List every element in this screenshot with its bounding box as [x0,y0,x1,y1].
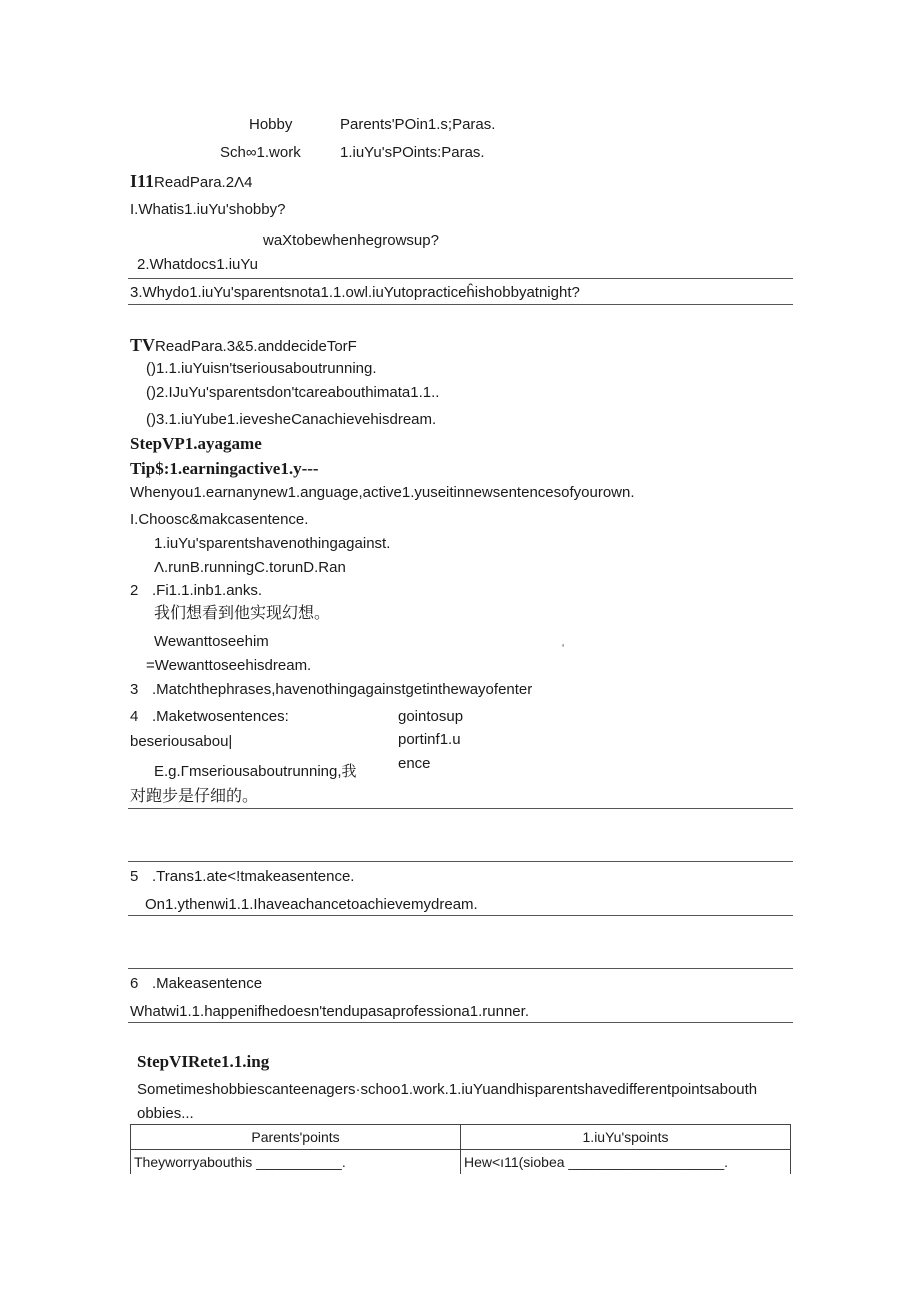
phrase-right-1: gointosup [398,708,464,725]
cell-parents[interactable]: Theyworryabouthis ___________. [131,1150,461,1175]
header-parents-points: Parents'points [131,1125,461,1150]
answer-line [128,915,793,916]
exercise-6-number: 6 [130,975,139,992]
exercise-4-example-cn: 对跑步是仔细的。 [130,786,259,805]
header-liuyu-points: 1.iuYu'spoints [461,1125,791,1150]
question-3: 3.Whydo1.iuYu'sparentsnota1.1.owl.iuYutopracticeĥishobbyatnight? [130,284,580,301]
header-schoolwork: Sch∞1.work [220,144,301,161]
exercise-2-line-2: =Wewanttoseehisdream. [146,657,312,674]
retelling-text-line-2: obbies... [137,1105,194,1122]
exercise-5-number: 5 [130,868,139,885]
answer-line [128,808,793,809]
question-2-tail: waXtobewhenhegrowsup? [263,232,439,249]
tf-item-1: ()1.1.iuYuisn'tseriousaboutrunning. [146,360,377,377]
exercise-3-title: .Matchthephrases,havenothingagainstgetinthewayofenter [152,681,533,698]
stray-mark: ‘ [562,643,565,654]
exercise-6-text: Whatwi1.1.happenifhedoesn'tendupasaprofessiona1.runner. [130,1003,529,1020]
answer-line [128,968,793,969]
exercise-4-title: .Maketwosentences: [152,708,289,725]
section-4-title: ReadPara.3&5.anddecideTorF [155,338,357,355]
exercise-6-title: .Makeasentence [152,975,263,992]
exercise-1-question: 1.iuYu'sparentshavenothingagainst. [154,535,391,552]
answer-line [128,304,793,305]
points-table [130,1124,791,1174]
header-parents-points: Parents'POin1.s;Paras. [340,116,496,133]
section-3-marker: I11 [130,171,155,191]
exercise-1-options: Λ.runB.runningC.torunD.Ran [154,559,346,576]
step-5-title: StepVP1.ayagame [130,434,262,453]
exercise-3-number: 3 [130,681,139,698]
header-hobby: Hobby [249,116,293,133]
exercise-5-text: On1.ythenwi1.1.Ihaveachancetoachievemydream. [145,896,478,913]
cell-liuyu[interactable]: Hew<ı11(siobea ____________________. [461,1150,791,1175]
exercise-4-number: 4 [130,708,139,725]
section-3-title: ReadPara.2Λ4 [154,174,253,191]
table-row [131,1150,791,1175]
exercise-2-line-1: Wewanttoseehim [154,633,269,650]
section-4-marker: TV [130,335,156,355]
step-6-title: StepVIRete1.1.ing [137,1052,270,1071]
exercise-2-title: .Fi1.1.inb1.anks. [152,582,263,599]
question-1: I.Whatis1.iuYu'shobby? [130,201,286,218]
exercise-5-title: .Trans1.ate<!tmakeasentence. [152,868,355,885]
exercise-4-phrase: beseriousabou| [130,733,233,750]
tips-text: Whenyou1.earnanynew1.anguage,active1.yuseitinnewsentencesofyourown. [130,484,635,501]
exercise-2-chinese: 我们想看到他实现幻想。 [154,603,331,622]
exercise-4-example: E.g.Γmseriousaboutrunning,我 [154,763,357,780]
answer-line [128,861,793,862]
section-4-heading [130,336,357,356]
answer-line [128,1022,793,1023]
answer-line [128,278,793,279]
header-liuyu-points: 1.iuYu'sPOints:Paras. [340,144,485,161]
phrase-right-3: ence [398,755,431,772]
exercise-1-title: I.Choosc&makcasentence. [130,511,309,528]
section-3-heading [130,172,252,192]
phrase-right-2: portinf1.u [398,731,461,748]
question-2-head: 2.Whatdocs1.iuYu [137,256,258,273]
exercise-2-number: 2 [130,582,139,599]
table-header-row [131,1125,791,1150]
retelling-text-line-1: Sometimeshobbiescanteenagers·schoo1.work.1.iuYuandhisparentshavedifferentpointsabouth [137,1081,758,1098]
tf-item-3: ()3.1.iuYube1.ievesheCanachievehisdream. [146,411,437,428]
tf-item-2: ()2.IJuYu'sparentsdon'tcareabouthimata1.1.. [146,384,440,401]
tips-heading: Tip$:1.earningactive1.y--- [130,459,319,478]
